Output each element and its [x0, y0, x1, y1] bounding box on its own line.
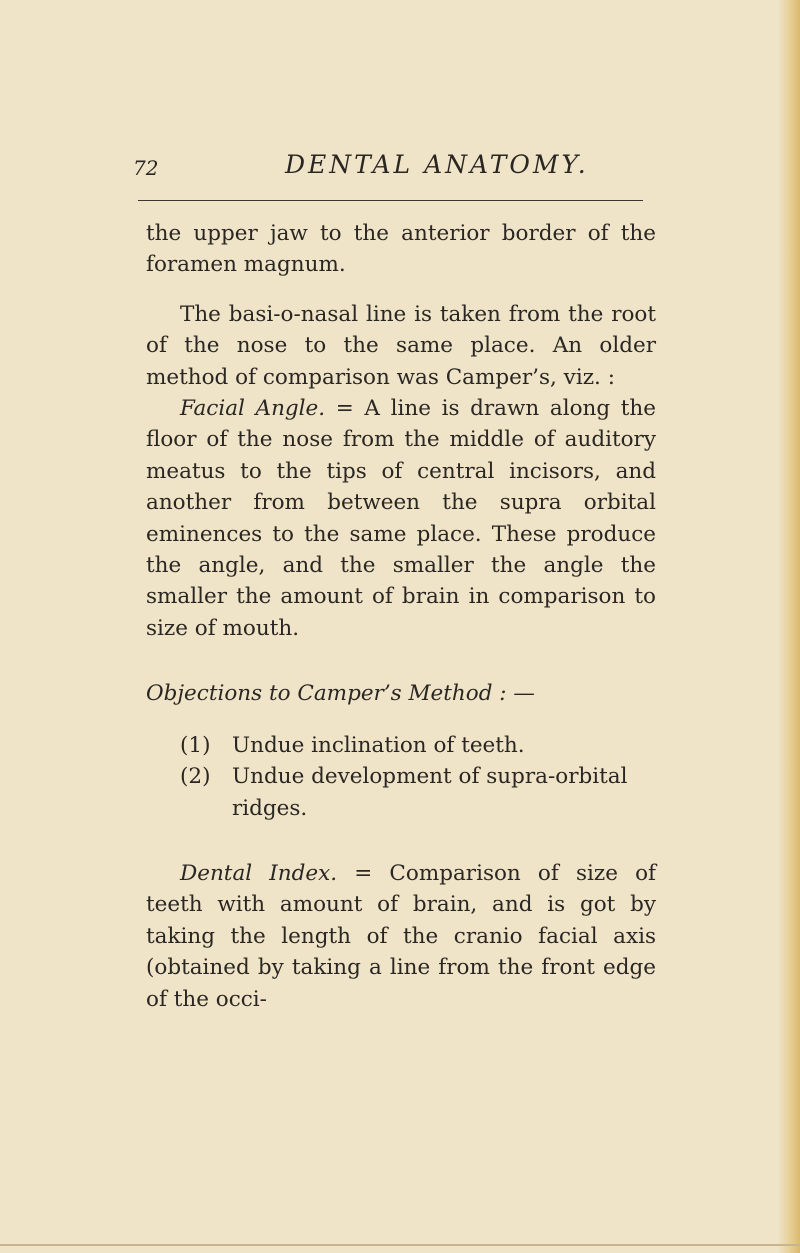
list-item — [146, 761, 656, 824]
body-text — [146, 218, 656, 1015]
running-head: DENTAL ANATOMY. — [285, 150, 589, 179]
facial-angle-text: = A line is drawn along the floor of the nose from the middle of auditory meatus to the tips of central incisors, and another from between the supra orbital eminences to the same place. These produce the angle, and the smaller the angle the smaller the amount of brain in comparison to size of mouth. — [146, 396, 656, 641]
dental-index-term: Dental Index. — [180, 860, 338, 886]
page-header — [0, 148, 800, 188]
objections-list — [146, 730, 656, 824]
dental-index-text: = Comparison of size of teeth with amount of brain, and is got by taking the length of the cranio facial axis (obtained by taking a line from the front edge of the occi- — [146, 860, 656, 1012]
paragraph-basi-o-nasal: The basi-o-nasal line is taken from the root of the nose to the same place. An older method of comparison was Camper’s, viz. : — [146, 301, 656, 390]
facial-angle-term: Facial Angle. — [180, 396, 326, 422]
list-marker: (2) — [180, 764, 211, 790]
objections-heading-text: Objections to Camper’s Method : — — [146, 681, 535, 707]
list-item-text: Undue inclination of teeth. — [232, 732, 525, 758]
list-marker: (1) — [180, 732, 211, 758]
paragraph-dental-index — [146, 858, 656, 1015]
list-item-text: Undue development of supra-orbital ridges. — [232, 764, 628, 821]
header-rule — [138, 200, 643, 201]
paragraph-continuation: the upper jaw to the anterior border of the foramen magnum. — [146, 221, 656, 278]
page-number: 72 — [133, 156, 159, 180]
objections-heading — [146, 678, 656, 709]
paragraph-facial-angle — [146, 393, 656, 644]
bottom-rule — [0, 1244, 800, 1246]
list-item — [146, 730, 656, 761]
